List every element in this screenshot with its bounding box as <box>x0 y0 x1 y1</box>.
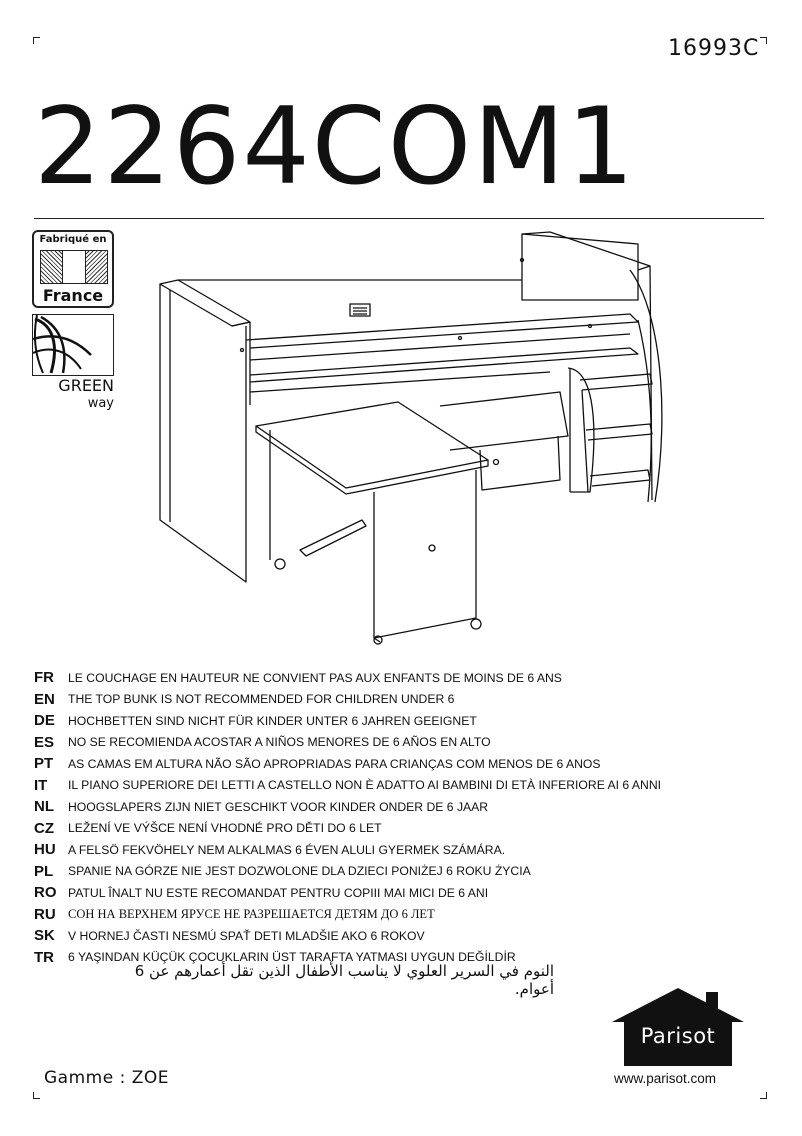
language-code: ES <box>34 733 55 751</box>
warning-row <box>34 710 774 732</box>
warning-row <box>34 753 774 775</box>
language-code: CZ <box>34 819 54 837</box>
green-label: GREEN <box>58 376 114 395</box>
warning-text: LE COUCHAGE EN HAUTEUR NE CONVIENT PAS AUX ENFANTS DE MOINS DE 6 ANS <box>68 670 562 685</box>
loft-bed-illustration <box>150 230 670 664</box>
language-code: TR <box>34 948 54 966</box>
product-range <box>44 1068 169 1088</box>
warning-text: 6 YAŞINDAN KÜÇÜK ÇOCUKLARIN ÜST TARAFTA YATMASI UYGUN DEĞİLDİR <box>68 950 516 965</box>
language-code: FR <box>34 669 54 687</box>
warning-text: NO SE RECOMIENDA ACOSTAR A NIÑOS MENORES DE 6 AÑOS EN ALTO <box>68 735 491 750</box>
website-url: www.parisot.com <box>614 1071 717 1086</box>
arabic-warning-text: النوم في السرير العلوي لا يناسب الأطفال الذين تقل أعمارهم عن 6 أعوام. <box>134 962 554 998</box>
language-code: DE <box>34 712 55 730</box>
way-label: way <box>87 396 114 411</box>
range-label: Gamme : <box>44 1068 126 1088</box>
model-number: 2264COM1 <box>34 85 637 208</box>
warning-text: AS CAMAS EM ALTURA NÃO SÃO APROPRIADAS PARA CRIANÇAS COM MENOS DE 6 ANOS <box>68 756 601 771</box>
language-code: IT <box>34 776 48 794</box>
language-code: PT <box>34 755 54 773</box>
warning-text: A FELSÖ FEKVÖHELY NEM ALKALMAS 6 ÉVEN ALULI GYERMEK SZÁMÁRA. <box>68 842 506 857</box>
warning-text: HOOGSLAPERS ZIJN NIET GESCHIKT VOOR KINDER ONDER DE 6 JAAR <box>68 799 489 814</box>
logo-text: Parisot <box>640 1024 716 1048</box>
france-flag-icon <box>40 250 108 284</box>
language-code: SK <box>34 927 55 945</box>
warning-row <box>34 667 774 689</box>
warning-text: SPANIE NA GÓRZE NIE JEST DOZWOLONE DLA DZIECI PONIŻEJ 6 ROKU ŻYCIA <box>68 864 531 879</box>
crop-mark-top-left <box>33 37 40 44</box>
warning-row <box>34 689 774 711</box>
language-code: NL <box>34 798 54 816</box>
crop-mark-top-right <box>760 37 767 44</box>
warning-text: LEŽENÍ VE VÝŠCE NENÍ VHODNÉ PRO DĚTI DO 6 LET <box>68 821 382 836</box>
warning-text: V HORNEJ ČASTI NESMÚ SPAŤ DETI MLADŠIE AKO 6 ROKOV <box>68 928 425 943</box>
warning-row <box>34 732 774 754</box>
warning-row <box>34 861 774 883</box>
warning-row <box>34 818 774 840</box>
warning-text: IL PIANO SUPERIORE DEI LETTI A CASTELLO NON È ADATTO AI BAMBINI DI ETÀ INFERIORE AI 6 ANNI <box>68 778 662 793</box>
warning-text: THE TOP BUNK IS NOT RECOMMENDED FOR CHILDREN UNDER 6 <box>68 692 455 707</box>
warning-row <box>34 796 774 818</box>
warning-text: HOCHBETTEN SIND NICHT FÜR KINDER UNTER 6 JAHREN GEEIGNET <box>68 713 477 728</box>
language-code: RU <box>34 905 56 923</box>
warning-row <box>34 925 774 947</box>
green-way-badge <box>32 314 114 414</box>
header-divider <box>34 218 764 219</box>
language-code: EN <box>34 690 55 708</box>
crop-mark-bottom-left <box>33 1092 40 1099</box>
warning-text: СОН НА ВЕРХНЕМ ЯРУСЕ НЕ РАЗРЕШАЕТСЯ ДЕТЯМ ДО 6 ЛЕТ <box>68 906 435 921</box>
language-code: RO <box>34 884 57 902</box>
warning-text: PATUL ÎNALT NU ESTE RECOMANDAT PENTRU COPIII MAI MICI DE 6 ANI <box>68 885 489 900</box>
made-in-country: France <box>42 286 104 305</box>
warning-row <box>34 839 774 861</box>
made-in-france-badge <box>32 230 114 308</box>
globe-icon <box>32 314 114 376</box>
crop-mark-bottom-right <box>760 1092 767 1099</box>
language-code: PL <box>34 862 54 880</box>
warning-row <box>34 882 774 904</box>
language-code: HU <box>34 841 56 859</box>
range-value: ZOE <box>131 1068 169 1088</box>
warning-row <box>34 904 774 926</box>
made-in-label: Fabriqué en <box>39 234 107 245</box>
safety-warnings <box>34 667 774 968</box>
parisot-logo <box>608 986 748 1072</box>
document-reference: 16993C <box>668 36 760 61</box>
warning-row <box>34 775 774 797</box>
